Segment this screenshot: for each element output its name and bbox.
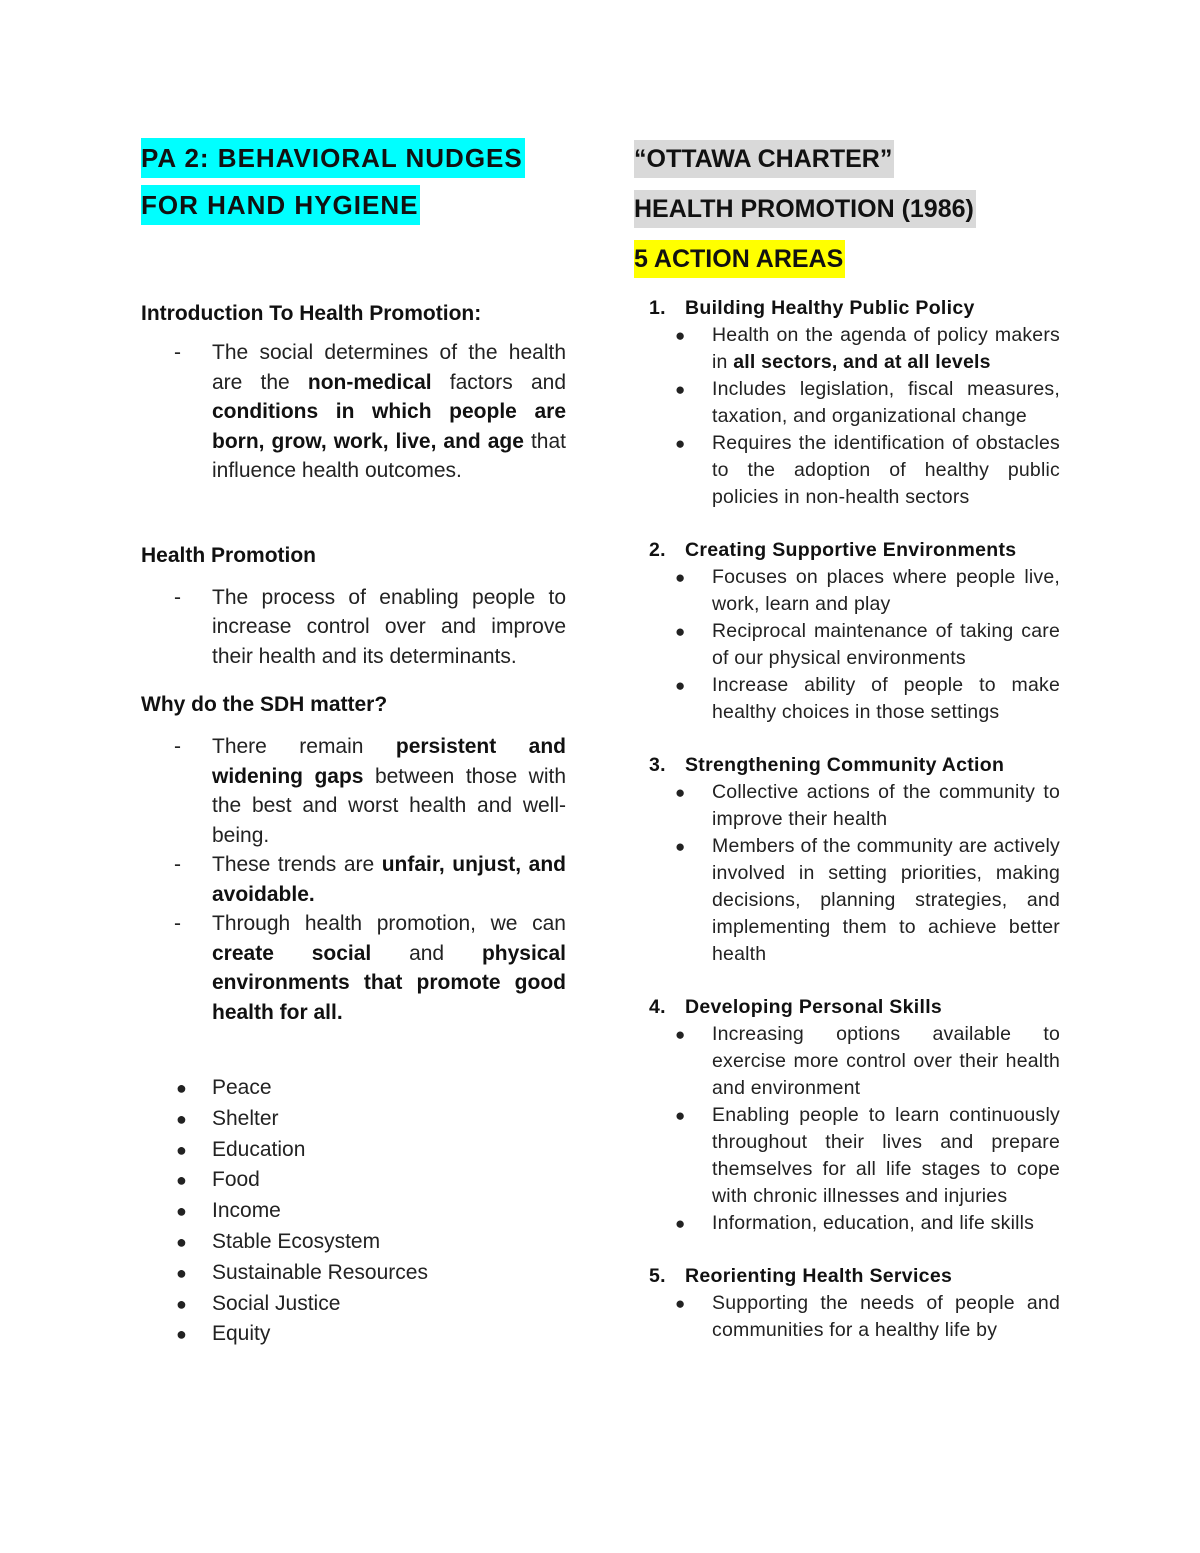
action-area-title bbox=[634, 1262, 1060, 1290]
determinants-list bbox=[141, 1073, 566, 1350]
bullet-icon: ● bbox=[176, 1078, 187, 1098]
item-text: Focuses on places where people live, work, learn and play bbox=[712, 566, 1060, 615]
dash-marker: - bbox=[174, 853, 181, 876]
list-item bbox=[634, 779, 1060, 833]
list-item bbox=[634, 1102, 1060, 1210]
list-item bbox=[634, 322, 1060, 376]
item-text: Reciprocal maintenance of taking care of our physical environments bbox=[712, 620, 1060, 669]
list-item bbox=[141, 1227, 566, 1258]
bullet-icon: ● bbox=[675, 622, 686, 641]
list-item bbox=[634, 376, 1060, 430]
left-column bbox=[141, 138, 566, 1350]
right-headings bbox=[634, 138, 1060, 288]
bullet-icon: ● bbox=[675, 676, 686, 695]
sdh-2-bold-1: unfair, unjust, and avoidable. bbox=[212, 853, 566, 906]
list-item bbox=[634, 430, 1060, 511]
sdh-1-bold-1: persistent and widening gaps bbox=[212, 735, 566, 788]
list-item bbox=[634, 1021, 1060, 1102]
bullet-icon: ● bbox=[675, 1106, 686, 1125]
action-area-title bbox=[634, 536, 1060, 564]
list-item bbox=[141, 1073, 566, 1104]
sdh-3-bold-1: create social bbox=[212, 941, 372, 965]
sdh-list bbox=[141, 732, 566, 1027]
bullet-icon: ● bbox=[176, 1201, 187, 1222]
intro-text-2: factors and bbox=[431, 370, 567, 394]
sdh-3-bold-2: physical environments that promote good health for all. bbox=[212, 941, 566, 1024]
sdh-item-2 bbox=[141, 850, 566, 909]
item-text: Increase ability of people to make healthy choices in those settings bbox=[712, 674, 1060, 723]
dash-marker: - bbox=[174, 912, 181, 935]
area-title-text: Strengthening Community Action bbox=[685, 754, 1005, 776]
health-promotion-list bbox=[141, 583, 566, 672]
health-promotion-item bbox=[141, 583, 566, 672]
list-item-text: Peace bbox=[212, 1076, 272, 1099]
title-line-1: PA 2: BEHAVIORAL NUDGES bbox=[141, 138, 525, 178]
list-item bbox=[634, 564, 1060, 618]
list-item bbox=[634, 672, 1060, 726]
bullet-icon: ● bbox=[675, 380, 686, 399]
bullet-icon: ● bbox=[176, 1108, 187, 1129]
item-text: Requires the identification of obstacles to the adoption of healthy public policies in non-health sectors bbox=[712, 432, 1060, 508]
sdh-3-text-1: Through health promotion, we can bbox=[212, 912, 566, 935]
area-title-text: Developing Personal Skills bbox=[685, 996, 943, 1018]
sdh-1-text-2: between those with the best and worst health and well-being. bbox=[212, 764, 566, 847]
action-area-3 bbox=[634, 751, 1060, 968]
list-item-text: Social Justice bbox=[212, 1291, 341, 1315]
bullet-icon: ● bbox=[675, 568, 686, 587]
list-item bbox=[141, 1135, 566, 1166]
list-item bbox=[141, 1258, 566, 1289]
action-area-1 bbox=[634, 294, 1060, 511]
item-text: Enabling people to learn continuously throughout their lives and prepare themselves for all life stages to cope with chronic illnesses and injuries bbox=[712, 1104, 1060, 1207]
list-item bbox=[634, 833, 1060, 968]
action-area-4 bbox=[634, 993, 1060, 1237]
bullet-icon: ● bbox=[176, 1293, 187, 1314]
bullet-icon: ● bbox=[176, 1324, 187, 1345]
list-item bbox=[141, 1289, 566, 1320]
list-item-text: Education bbox=[212, 1137, 306, 1161]
list-item bbox=[141, 1196, 566, 1227]
list-item bbox=[141, 1104, 566, 1135]
sdh-2-text-1: These trends are bbox=[212, 853, 382, 876]
list-item bbox=[634, 1290, 1060, 1344]
list-item bbox=[634, 618, 1060, 672]
area-number: 1. bbox=[649, 297, 666, 319]
dash-marker: - bbox=[174, 341, 181, 364]
bullet-icon: ● bbox=[176, 1170, 187, 1191]
intro-list bbox=[141, 338, 566, 486]
list-item-text: Stable Ecosystem bbox=[212, 1229, 381, 1253]
item-text: Health on the agenda of policy makers in bbox=[712, 324, 1060, 373]
list-item-text: Sustainable Resources bbox=[212, 1260, 428, 1284]
item-text: Collective actions of the community to improve their health bbox=[712, 781, 1060, 830]
list-item-text: Equity bbox=[212, 1322, 271, 1346]
area-number: 4. bbox=[649, 996, 666, 1018]
sdh-3-text-2: and bbox=[371, 941, 482, 965]
bullet-icon: ● bbox=[675, 837, 686, 856]
bullet-icon: ● bbox=[176, 1262, 187, 1283]
item-text: Increasing options available to exercise more control over their health and environment bbox=[712, 1023, 1060, 1099]
dash-marker: - bbox=[174, 735, 181, 758]
bullet-icon: ● bbox=[176, 1139, 187, 1160]
action-area-title bbox=[634, 294, 1060, 322]
item-bold: all sectors, and at all levels bbox=[733, 351, 991, 373]
area-number: 2. bbox=[649, 539, 666, 561]
health-promotion-1986-heading: HEALTH PROMOTION (1986) bbox=[634, 190, 976, 228]
area-items bbox=[634, 564, 1060, 726]
item-text: Information, education, and life skills bbox=[712, 1212, 1035, 1234]
list-item bbox=[141, 1319, 566, 1350]
area-title-text: Creating Supportive Environments bbox=[685, 539, 1017, 561]
intro-text-3: that influence health outcomes. bbox=[212, 429, 566, 482]
item-text: Includes legislation, fiscal measures, taxation, and organizational change bbox=[712, 378, 1060, 427]
area-items bbox=[634, 1021, 1060, 1237]
right-column bbox=[634, 138, 1060, 1369]
list-item bbox=[634, 1210, 1060, 1237]
action-areas-heading: 5 ACTION AREAS bbox=[634, 240, 845, 278]
list-item-text: Shelter bbox=[212, 1106, 279, 1130]
area-title-text: Reorienting Health Services bbox=[685, 1265, 953, 1287]
bullet-icon: ● bbox=[675, 434, 686, 453]
intro-heading: Introduction To Health Promotion: bbox=[141, 302, 482, 325]
area-items bbox=[634, 1290, 1060, 1344]
sdh-item-1 bbox=[141, 732, 566, 850]
health-promotion-text: The process of enabling people to increase control over and improve their health and its determinants. bbox=[212, 585, 566, 668]
bullet-icon: ● bbox=[675, 326, 686, 345]
list-item-text: Food bbox=[212, 1168, 260, 1192]
action-area-2 bbox=[634, 536, 1060, 726]
area-items bbox=[634, 322, 1060, 511]
sdh-item-3 bbox=[141, 909, 566, 1027]
action-area-title bbox=[634, 751, 1060, 779]
area-number: 5. bbox=[649, 1265, 666, 1287]
intro-item bbox=[141, 338, 566, 486]
bullet-icon: ● bbox=[675, 783, 686, 802]
ottawa-charter-heading: “OTTAWA CHARTER” bbox=[634, 140, 894, 178]
area-items bbox=[634, 779, 1060, 968]
intro-bold-2: conditions in which people are born, grow, work, live, and age bbox=[212, 400, 566, 453]
item-text: Supporting the needs of people and communities for a healthy life by bbox=[712, 1292, 1060, 1341]
sdh-heading: Why do the SDH matter? bbox=[141, 693, 388, 716]
intro-bold-1: non-medical bbox=[307, 370, 432, 394]
action-areas-list bbox=[634, 294, 1060, 1344]
health-promotion-heading: Health Promotion bbox=[141, 543, 317, 567]
document-title bbox=[141, 138, 566, 232]
list-item bbox=[141, 1165, 566, 1196]
area-number: 3. bbox=[649, 754, 666, 776]
sdh-1-text-1: There remain bbox=[212, 735, 396, 758]
intro-text-1: The social determines of the health are the bbox=[212, 341, 566, 394]
action-area-title bbox=[634, 993, 1060, 1021]
title-line-2: FOR HAND HYGIENE bbox=[141, 185, 420, 225]
list-item-text: Income bbox=[212, 1199, 281, 1223]
item-text: Members of the community are actively involved in setting priorities, making decisions, planning strategies, and implementing them to achieve better health bbox=[712, 835, 1060, 965]
dash-marker: - bbox=[174, 585, 181, 609]
bullet-icon: ● bbox=[176, 1231, 187, 1252]
action-area-5 bbox=[634, 1262, 1060, 1344]
bullet-icon: ● bbox=[675, 1025, 686, 1044]
bullet-icon: ● bbox=[675, 1294, 686, 1313]
area-title-text: Building Healthy Public Policy bbox=[685, 297, 975, 319]
bullet-icon: ● bbox=[675, 1214, 686, 1233]
